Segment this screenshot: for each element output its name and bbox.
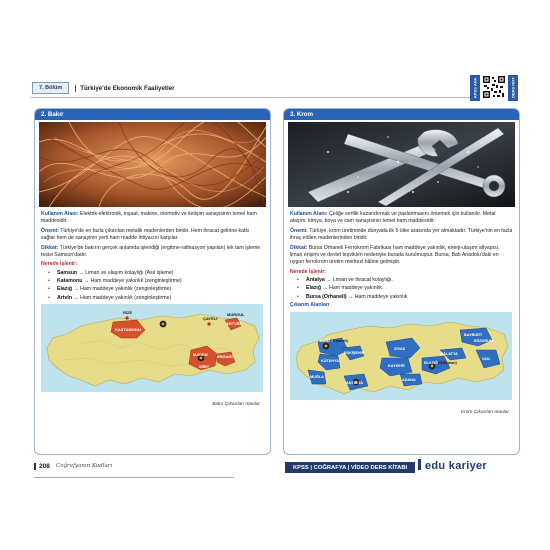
list-item: • Artvin → Ham maddeye yakınlık (zenginleştirme) <box>57 295 264 302</box>
textbook-page <box>30 75 522 480</box>
side-tag-2: DERS NOT <box>508 75 518 101</box>
chrome-map-caption: Krom Çıkarılan Alanlar <box>460 409 509 415</box>
svg-text:ADANA: ADANA <box>402 377 416 382</box>
footer-divider <box>34 477 234 478</box>
side-tag-1: KPSS ANA <box>470 75 480 101</box>
qr-code-icon[interactable] <box>482 75 506 99</box>
logo-bar-icon <box>418 459 421 470</box>
svg-text:MADEN: MADEN <box>193 352 208 358</box>
svg-text:KASTAMONU: KASTAMONU <box>115 327 141 333</box>
copper-map-svg <box>41 304 263 392</box>
svg-text:ELAZIĞ: ELAZIĞ <box>424 360 438 365</box>
svg-text:RİZE: RİZE <box>123 310 133 316</box>
svg-text:ARTVİN: ARTVİN <box>226 321 241 327</box>
svg-text:ERZURUM: ERZURUM <box>474 338 493 343</box>
copper-wire-image <box>39 122 266 207</box>
chrome-map <box>290 312 513 415</box>
wrench-photo <box>288 122 515 207</box>
list-item: • Antalya → Liman ve ihracat kolaylığı. <box>306 277 513 284</box>
svg-text:(Orhaneli): (Orhaneli) <box>330 338 348 343</box>
side-tags <box>470 75 518 101</box>
copper-map-caption: Bakır Çıkarılan Alanlar <box>212 402 260 408</box>
series-banner: KPSS | COĞRAFYA | VİDEO DERS KİTABI <box>285 462 415 473</box>
chapter-title: Türkiye'de Ekonomik Faaliyetler <box>75 85 174 92</box>
list-item: • Bursa (Orhaneli) → Ham maddeye yakınlık <box>306 294 513 301</box>
copper-wire-photo <box>39 122 266 207</box>
svg-text:ANTALYA: ANTALYA <box>346 380 364 385</box>
list-item: • Elazığ → Ham maddeye yakınlık (zenginleştirme) <box>57 286 264 293</box>
copper-section <box>34 108 271 455</box>
page-number: 208 <box>34 463 50 470</box>
list-item: • Elazığ → Ham maddeye yakınlık. <box>306 285 513 292</box>
chrome-map-svg <box>290 312 512 400</box>
svg-text:VAN: VAN <box>482 356 490 361</box>
copper-body <box>35 207 270 302</box>
copper-list <box>41 270 264 303</box>
svg-text:MALATYA: MALATYA <box>440 351 458 356</box>
chapter-tag: 7. Bölüm <box>32 82 69 94</box>
copper-map <box>41 304 264 408</box>
chrome-tools-image <box>288 122 515 207</box>
chrome-note: Dikkat: Bursa Orhaneli Ferrokrom Fabrikası ham maddeye yakınlık, enerji-ulaşım altyapısı, liman erişimi ve devlet teşvikleri nedeniyle burada kurulmuştur. Bursa, Batı Anadolu'daki en uygun ferrokrom üretim merkezi hâline gelmiştir. <box>290 244 500 266</box>
svg-text:SİVAS: SİVAS <box>394 346 406 351</box>
chrome-body <box>284 207 519 310</box>
svg-text:SİİRT: SİİRT <box>199 364 210 370</box>
svg-text:ERGANİ: ERGANİ <box>217 354 233 360</box>
svg-text:(Guleman): (Guleman) <box>438 360 457 365</box>
svg-text:KÜTAHYA: KÜTAHYA <box>321 358 339 363</box>
page-header <box>30 80 470 96</box>
chrome-usage: Kullanım Alanı: Çeliğe sertlik kazandırmak ve paslanmasını önlemek için kullanılır. Metal alaşım, kimya, boya ve cam sanayisinin temel ham maddesidir. <box>290 211 496 225</box>
chrome-where-heading: Nerede İşlenir: <box>290 268 327 275</box>
svg-text:KAYSERİ: KAYSERİ <box>388 363 405 368</box>
chrome-title: 3. Krom <box>284 109 519 120</box>
chrome-list <box>290 277 513 301</box>
svg-text:BAYBURT: BAYBURT <box>464 332 483 337</box>
factory-icon <box>323 342 330 349</box>
extraction-areas-heading: Çıkarım Alanları <box>290 302 330 309</box>
svg-text:ÇAYELİ: ÇAYELİ <box>203 316 218 322</box>
copper-title: 2. Bakır <box>35 109 270 120</box>
page-footer <box>30 460 522 476</box>
svg-text:ESKİŞEHİR: ESKİŞEHİR <box>344 350 365 355</box>
factory-icon <box>160 321 167 328</box>
publisher-logo: edu kariyer <box>418 459 487 472</box>
chrome-importance: Önemi: Türkiye, krom üretiminde dünyada ilk 5 ülke arasında yer almaktadır. Türkiye'nin en fazla ihraç edilen madenlerinden biridir. <box>290 227 513 242</box>
svg-text:MURGUL: MURGUL <box>227 312 245 318</box>
list-item: • Katamonu → Ham maddeye yakınlık (zenginleştirme) <box>57 278 264 285</box>
svg-text:MUĞLA: MUĞLA <box>310 374 324 379</box>
copper-usage: Kullanım Alanı: Elektrik-elektronik, inşaat, makine, otomotiv ve iletişim sanayisinin temel ham maddesidir. <box>41 211 257 225</box>
page-footer-text: Coğrafyanın Kodları <box>56 463 113 469</box>
list-item: • Samsun → Liman ve ulaşım kolaylığı (Asıl işleme) <box>57 270 264 277</box>
svg-text:BURSA: BURSA <box>320 338 334 343</box>
header-divider <box>30 97 470 98</box>
copper-importance: Önemi: Türkiye'de en fazla çıkarılan metalik madenlerden biridir. Hem ihracat gelirine katkı sağlar hem de sanayinin yerli ham madde ihtiyacını karşılar. <box>41 227 250 242</box>
chrome-section <box>283 108 520 455</box>
copper-where-heading: Nerede İşlenir: <box>41 261 78 268</box>
copper-note: Dikkat: Türkiye'de bakırın gerçek anlamda işlendiği (ergitme-rafinasyon yapılan) tek tam işleme tesisi Samsun'dadır. <box>41 244 261 258</box>
